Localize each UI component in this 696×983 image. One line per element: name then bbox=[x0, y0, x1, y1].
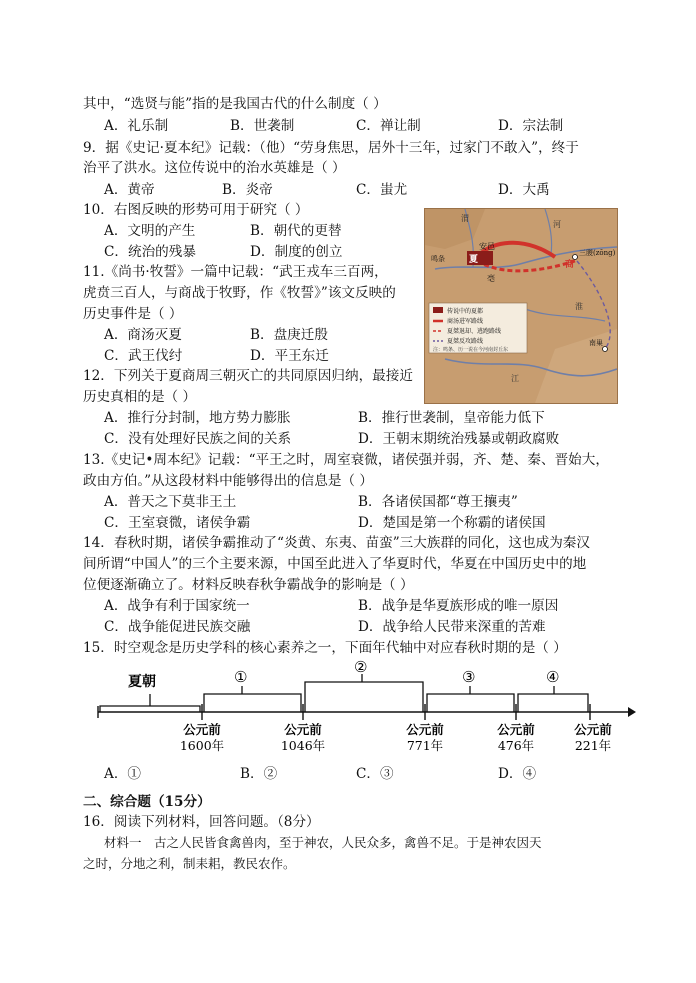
bracket-4 bbox=[518, 694, 588, 712]
q13-option-c[interactable]: C．王室衰微，诸侯争霸 bbox=[104, 515, 251, 531]
q15-option-a[interactable]: A．① bbox=[104, 766, 142, 782]
q15-stem: 15．时空观念是历史学科的核心素养之一，下面年代轴中对应春秋时期的是（ ） bbox=[83, 640, 567, 656]
q9-stem-line1: 9．据《史记·夏本纪》记载：（他）“劳身焦思，居外十三年，过家门不敢入”，终于 bbox=[83, 140, 579, 156]
timeline-arrowhead bbox=[628, 707, 636, 717]
material1-line2: 之时，分地之利，制耒耜，教民农作。 bbox=[83, 856, 296, 871]
bracket-3 bbox=[427, 694, 514, 712]
q11-option-c[interactable]: C．武王伐纣 bbox=[104, 348, 183, 364]
tick-label-4: 公元前 bbox=[497, 722, 535, 737]
tick-year-4: 476年 bbox=[497, 738, 535, 753]
tick-year-1: 1600年 bbox=[179, 738, 225, 753]
q15-option-b[interactable]: B．② bbox=[240, 766, 278, 782]
q9-stem-line2: 治平了洪水。这位传说中的治水英雄是（ ） bbox=[83, 160, 346, 176]
q15-option-d[interactable]: D．④ bbox=[498, 766, 537, 782]
tick-label-5: 公元前 bbox=[574, 722, 612, 737]
q10-option-b[interactable]: B．朝代的更替 bbox=[250, 223, 342, 239]
q14-option-c[interactable]: C．战争能促进民族交融 bbox=[104, 619, 251, 635]
label-circle-4: ④ bbox=[546, 668, 560, 686]
label-river-huai: 淮 bbox=[575, 302, 583, 311]
q8-option-d[interactable]: D．宗法制 bbox=[498, 118, 564, 134]
q9-option-a[interactable]: A．黄帝 bbox=[104, 182, 155, 198]
legend-note: 注：鸣条、历一说在今河南封丘东 bbox=[433, 347, 509, 353]
q13-stem-line1: 13.《史记•周本纪》记载：“平王之时，周室衰微，诸侯强并弱，齐、楚、秦、晋始大， bbox=[83, 452, 609, 468]
bracket-1 bbox=[204, 694, 301, 712]
q9-option-d[interactable]: D．大禹 bbox=[498, 182, 550, 198]
label-mingtiao: 鸣条 bbox=[431, 255, 445, 263]
q8-option-c[interactable]: C．禅让制 bbox=[356, 118, 421, 134]
q14-option-b[interactable]: B．战争是华夏族形成的唯一原因 bbox=[358, 598, 559, 614]
q10-option-d[interactable]: D．制度的创立 bbox=[250, 244, 343, 260]
q9-option-c[interactable]: C．蚩尤 bbox=[356, 182, 408, 198]
q12-stem-line2: 历史真相的是（ ） bbox=[83, 389, 197, 405]
tick-year-3: 771年 bbox=[406, 738, 444, 753]
q12-stem-line1: 12．下列关于夏商周三朝灭亡的共同原因归纳，最接近 bbox=[83, 368, 413, 384]
section2-title: 二、综合题（15分） bbox=[83, 794, 211, 810]
tick-year-5: 221年 bbox=[574, 738, 612, 753]
q14-option-a[interactable]: A．战争有利于国家统一 bbox=[104, 598, 250, 614]
label-circle-3: ③ bbox=[462, 668, 476, 686]
label-bo: 亳 bbox=[487, 274, 495, 283]
q12-option-b[interactable]: B．推行世袭制，皇帝能力低下 bbox=[358, 410, 545, 426]
label-nanchao: 南巢 bbox=[589, 339, 603, 347]
q9-option-b[interactable]: B．炎帝 bbox=[222, 182, 273, 198]
label-circle-1: ① bbox=[234, 668, 248, 686]
q12-option-d[interactable]: D．王朝末期统治残暴或朝政腐败 bbox=[358, 431, 560, 447]
q13-option-d[interactable]: D．楚国是第一个称霸的诸侯国 bbox=[358, 515, 546, 531]
label-river-jiang: 江 bbox=[511, 374, 519, 383]
legend-item-4: 夏桀反攻路线 bbox=[447, 338, 484, 345]
q14-stem-line2: 间所谓“中国人”的三个主要来源，中国至此进入了华夏时代，华夏在中国历史中的地 bbox=[83, 556, 587, 572]
label-river-wei: 渭 bbox=[461, 214, 469, 223]
q13-stem-line2: 政由方伯。”从这段材料中能够得出的信息是（ ） bbox=[83, 473, 373, 489]
legend-item-2: 商汤进军路线 bbox=[447, 318, 484, 325]
label-shang: 商 bbox=[565, 260, 575, 270]
label-circle-2: ② bbox=[354, 660, 368, 676]
tick-label-2: 公元前 bbox=[284, 722, 322, 737]
q10-option-a[interactable]: A．文明的产生 bbox=[104, 223, 196, 239]
q14-stem-line3: 位便逐渐确立了。材料反映春秋争霸战争的影响是（ ） bbox=[83, 577, 414, 593]
label-xia: 夏 bbox=[469, 255, 479, 265]
legend-item-1: 传说中的夏都 bbox=[447, 308, 484, 315]
bracket-2 bbox=[305, 682, 423, 712]
q12-option-a[interactable]: A．推行分封制，地方势力膨胀 bbox=[104, 410, 291, 426]
q11-stem-line1: 11.《尚书·牧誓》一篇中记载：“武王戎车三百两， bbox=[83, 264, 388, 280]
timeline-diagram bbox=[80, 660, 640, 760]
bracket-xia bbox=[100, 706, 200, 712]
q8-option-b[interactable]: B．世袭制 bbox=[230, 118, 295, 134]
tick-label-1: 公元前 bbox=[183, 722, 221, 737]
q14-option-d[interactable]: D．战争给人民带来深重的苦难 bbox=[358, 619, 546, 635]
label-anyi: 安邑 bbox=[479, 242, 495, 251]
q11-stem-line3: 历史事件是（ ） bbox=[83, 306, 183, 322]
q8-stem: 其中，“选贤与能”指的是我国古代的什么制度（ ） bbox=[83, 96, 387, 112]
q10-stem: 10．右图反映的形势可用于研究（ ） bbox=[83, 202, 309, 218]
q12-option-c[interactable]: C．没有处理好民族之间的关系 bbox=[104, 431, 292, 447]
q11-option-d[interactable]: D．平王东迁 bbox=[250, 348, 329, 364]
label-river-huang: 河 bbox=[553, 220, 561, 229]
tick-label-3: 公元前 bbox=[406, 722, 444, 737]
q15-option-c[interactable]: C．③ bbox=[356, 766, 394, 782]
q11-option-b[interactable]: B．盘庚迁殷 bbox=[250, 327, 328, 343]
q11-option-a[interactable]: A．商汤灭夏 bbox=[104, 327, 182, 343]
q16-stem: 16．阅读下列材料，回答问题。（8分） bbox=[83, 814, 320, 830]
material1-line1: 材料一 古之人民皆食禽兽肉，至于神农，人民众多，禽兽不足。于是神农因天 bbox=[104, 835, 542, 850]
q14-stem-line1: 14．春秋时期，诸侯争霸推动了“炎黄、东夷、苗蛮”三大族群的同化，这也成为秦汉 bbox=[83, 535, 590, 551]
q13-option-b[interactable]: B．各诸侯国都“尊王攘夷” bbox=[358, 494, 518, 510]
q13-option-a[interactable]: A．普天之下莫非王土 bbox=[104, 494, 237, 510]
q10-option-c[interactable]: C．统治的残暴 bbox=[104, 244, 196, 260]
legend-item-3: 夏桀退却、逃跑路线 bbox=[447, 328, 502, 335]
label-xia: 夏朝 bbox=[128, 674, 156, 690]
map-figure bbox=[424, 208, 618, 404]
q8-option-a[interactable]: A．礼乐制 bbox=[104, 118, 169, 134]
tick-year-2: 1046年 bbox=[280, 738, 326, 753]
label-sanzong: 三朡(zōng) bbox=[579, 249, 616, 257]
q11-stem-line2: 虎贲三百人，与商战于牧野，作《牧誓》”该文反映的 bbox=[83, 285, 396, 301]
